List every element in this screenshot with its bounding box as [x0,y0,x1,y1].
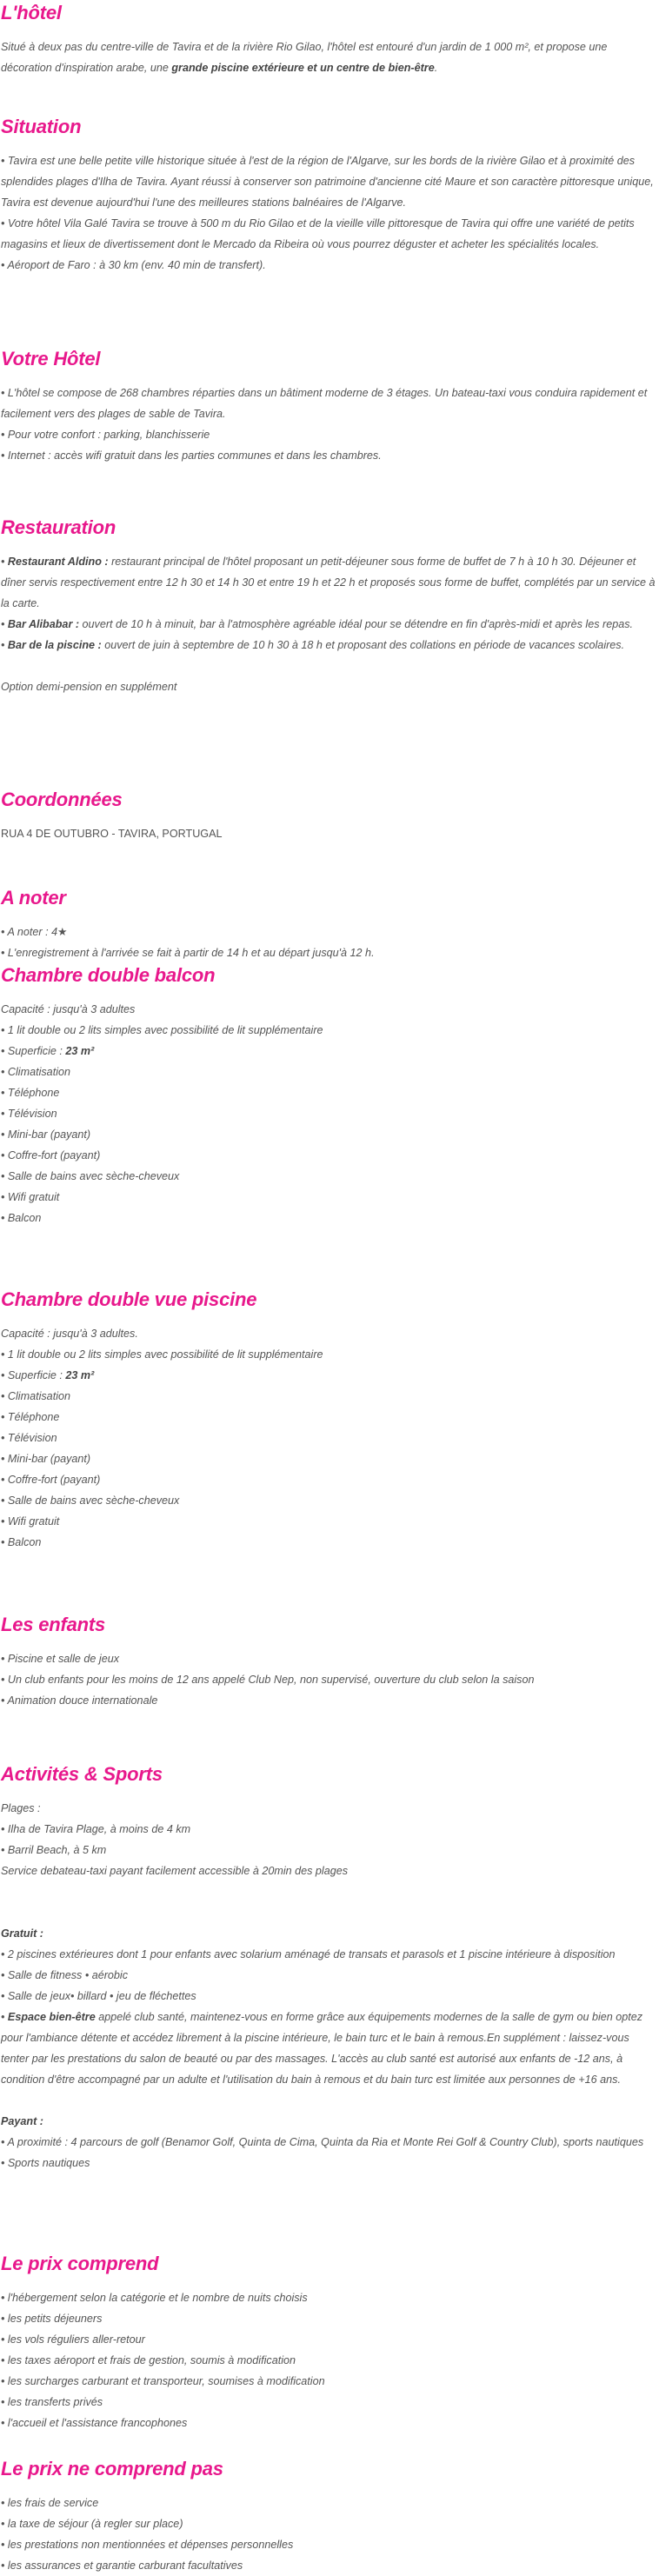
text-span: • A proximité : 4 parcours de golf (Benamor Golf, Quinta de Cima, Quinta da Ria et Monte Rei Golf & Country Club), sports nautiques [1,2136,644,2148]
section-coordonnees [1,787,657,844]
text-line [1,2371,657,2392]
text-line [1,2153,657,2173]
text-line [1,2287,657,2308]
text-line [1,1208,657,1228]
blank-line [1,656,657,676]
bold-text: Espace bien-être [7,2011,96,2023]
bold-text: Payant : [1,2115,43,2127]
section-body [1,1798,657,2173]
text-span: • Pour votre confort : parking, blanchisserie [1,429,210,441]
text-line [1,1490,657,1511]
section-body [1,2287,657,2433]
section-le-prix-comprend [1,2251,657,2433]
section-chambre-double-balcon [1,962,657,1228]
text-line [1,2308,657,2329]
text-line [1,2493,657,2513]
text-line [1,213,657,255]
section-body [1,1648,657,1711]
text-span: • L'enregistrement à l'arrivée se fait à partir de 14 h et au départ jusqu'à 12 h. [1,947,375,959]
text-span: • Barril Beach, à 5 km [1,1844,107,1856]
text-span: • L'hôtel se compose de 268 chambres réparties dans un bâtiment moderne de 3 étages. Un bateau-taxi vous conduira rapidement et facilement vers des plages de sable de Tavira. [1,387,648,420]
text-line [1,2513,657,2534]
text-span: • Salle de fitness • aérobic [1,1969,129,1981]
section-votre-hotel [1,346,657,466]
text-span: • Salle de bains avec sèche-cheveux [1,1170,180,1182]
text-line [1,1145,657,1166]
text-span: • les vols réguliers aller-retour [1,2333,145,2346]
text-line [1,1166,657,1187]
bold-text: Bar de la piscine : [7,639,102,651]
bold-text: grande piscine extérieure et un centre de bien-être [171,62,435,74]
text-span: • [1,2011,8,2023]
text-span: • les taxes aéroport et frais de gestion, soumis à modification [1,2354,296,2366]
text-line [1,823,657,844]
blank-line [1,2090,657,2111]
text-line [1,424,657,445]
text-line [1,1986,657,2007]
text-span: • Coffre-fort (payant) [1,1149,101,1162]
text-span: • Aéroport de Faro : à 30 km (env. 40 min de transfert). [1,259,266,271]
text-line [1,1923,657,1944]
text-line [1,1365,657,1386]
section-body [1,2493,657,2576]
bold-text: Restaurant Aldino : [7,556,109,568]
text-span: • 1 lit double ou 2 lits simples avec possibilité de lit supplémentaire [1,1348,323,1361]
text-line [1,37,657,78]
text-line [1,1103,657,1124]
section-chambre-double-vue-piscine [1,1287,657,1553]
text-line [1,551,657,614]
text-span: Plages : [1,1802,41,1814]
text-span: • 1 lit double ou 2 lits simples avec possibilité de lit supplémentaire [1,1024,323,1036]
text-span: ouvert de 10 h à minuit, bar à l'atmosphère agréable idéal pour se détendre en fin d'après-midi et après les repas. [79,618,634,630]
text-span: Capacité : jusqu'à 3 adultes. [1,1328,138,1340]
text-line [1,2350,657,2371]
text-span: • les petits déjeuners [1,2313,103,2325]
section-title: Situation [1,116,82,137]
text-line [1,1041,657,1062]
section-body [1,37,657,78]
text-line [1,2392,657,2413]
section-title: A noter [1,887,66,909]
text-span: • Balcon [1,1212,42,1224]
bold-text: 23 m² [65,1369,95,1381]
bold-text: Bar Alibabar : [7,618,80,630]
section-les-enfants [1,1612,657,1711]
text-span: • Salle de bains avec sèche-cheveux [1,1494,180,1507]
text-span: • Tavira est une belle petite ville historique située à l'est de la région de l'Algarve, sur les bords de la rivière Gilao et à proximité des splendides plages d'Ilha de Tavira. Ayant réussi à conserver son patrimoine d'ancienne cité Maure et son caractère pittoresque unique, Tavira est devenue aujourd'hui l'une des meilleures stations balnéaires de l'Algarve. [1,155,654,209]
text-span: • Ilha de Tavira Plage, à moins de 4 km [1,1823,191,1835]
section-body [1,150,657,276]
text-line [1,1669,657,1690]
text-line [1,1448,657,1469]
text-line [1,255,657,276]
section-le-prix-ne-comprend-pas [1,2456,657,2576]
text-line [1,1062,657,1082]
text-line [1,1819,657,1840]
section-title: Activités & Sports [1,1763,163,1785]
section-title: Le prix comprend [1,2253,159,2274]
text-line [1,1511,657,1532]
text-span: • les prestations non mentionnées et dépenses personnelles [1,2539,294,2551]
text-span: • les assurances et garantie carburant facultatives [1,2559,243,2572]
text-line [1,2534,657,2555]
text-line [1,150,657,213]
text-line [1,1020,657,1041]
blank-line [1,1902,657,1923]
text-span: • Mini-bar (payant) [1,1128,91,1141]
text-line [1,1944,657,1965]
text-line [1,2413,657,2433]
text-line [1,922,657,942]
text-line [1,2111,657,2132]
section-body [1,823,657,844]
text-line [1,1648,657,1669]
text-span: • Téléphone [1,1411,60,1423]
text-span: • Téléphone [1,1087,60,1099]
text-line [1,1386,657,1407]
text-span: ouvert de juin à septembre de 10 h 30 à 18 h et proposant des collations en période de vacances scolaires. [101,639,625,651]
text-span: • Coffre-fort (payant) [1,1474,101,1486]
text-line [1,383,657,424]
text-line [1,2555,657,2576]
section-l-hotel [1,0,657,78]
text-line [1,2007,657,2090]
text-line [1,2329,657,2350]
section-title: L'hôtel [1,2,62,23]
text-span: • l'accueil et l'assistance francophones [1,2417,188,2429]
text-span: • [1,639,8,651]
text-line [1,1428,657,1448]
text-span: • Balcon [1,1536,42,1548]
text-line [1,1323,657,1344]
text-span: • [1,618,8,630]
text-span: • Télévision [1,1108,57,1120]
text-span: • Wifi gratuit [1,1515,60,1528]
text-span: . [434,62,438,74]
section-title: Les enfants [1,1614,106,1635]
section-body [1,551,657,697]
text-span: • Télévision [1,1432,57,1444]
section-body [1,383,657,466]
text-line [1,1690,657,1711]
text-span: • Superficie : [1,1369,66,1381]
text-line [1,614,657,635]
section-title: Chambre double vue piscine [1,1288,257,1310]
text-span: • Animation douce internationale [1,1694,158,1707]
section-restauration [1,515,657,697]
text-line [1,1798,657,1819]
text-span: • Internet : accès wifi gratuit dans les parties communes et dans les chambres. [1,449,382,462]
text-line [1,676,657,697]
section-body [1,1323,657,1553]
text-line [1,445,657,466]
text-line [1,1082,657,1103]
text-line [1,635,657,656]
text-span: • Climatisation [1,1066,70,1078]
section-title: Chambre double balcon [1,964,216,986]
text-line [1,1124,657,1145]
text-span: • Un club enfants pour les moins de 12 ans appelé Club Nep, non supervisé, ouverture du club selon la saison [1,1674,535,1686]
text-line [1,1187,657,1208]
text-span: • Sports nautiques [1,2157,90,2169]
text-span: Situé à deux pas du centre-ville de Tavira et de la rivière Rio Gilao, l'hôtel est entouré d'un jardin de 1 000 m², et propose une décoration d'inspiration arabe, une [1,41,608,74]
text-line [1,1860,657,1881]
text-line [1,1965,657,1986]
section-activites-sports [1,1761,657,2173]
text-span: • les frais de service [1,2497,99,2509]
text-span: • Superficie : [1,1045,66,1057]
section-title: Le prix ne comprend pas [1,2458,223,2479]
text-span: RUA 4 DE OUTUBRO - TAVIRA, PORTUGAL [1,828,223,840]
text-span: restaurant principal de l'hôtel proposant un petit-déjeuner sous forme de buffet de 7 h à 10 h 30. Déjeuner et dîner servis respectivement entre 12 h 30 et 14 h 30 et entre 19 h et 22 h et proposés sous forme de buffet, complétés par un service à la carte. [1,556,656,609]
section-body [1,999,657,1228]
section-body [1,922,657,963]
section-title: Restauration [1,516,116,538]
text-line [1,1840,657,1860]
text-span: • Wifi gratuit [1,1191,60,1203]
section-situation [1,114,657,276]
text-line [1,1344,657,1365]
text-line [1,1469,657,1490]
text-span: • les transferts privés [1,2396,103,2408]
text-line [1,999,657,1020]
section-title: Coordonnées [1,789,123,810]
text-span: Option demi-pension en supplément [1,681,177,693]
section-title: Votre Hôtel [1,348,101,369]
blank-line [1,1881,657,1902]
text-span: • Mini-bar (payant) [1,1453,91,1465]
text-span: appelé club santé, maintenez-vous en forme grâce aux équipements modernes de la salle de gym ou bien optez pour l'ambiance détente et accédez librement à la piscine intérieure, le bain turc et le bain à remous.En supplément : laissez-vous tenter par les prestations du salon de beauté ou par des massages. L'accès au club santé est autorisé aux enfants de -12 ans, à condition d'être accompagné par un adulte et l'utilisation du bain à remous et du bain turc est limitée aux personnes de +16 ans. [1,2011,643,2086]
text-span: • les surcharges carburant et transporteur, soumises à modification [1,2375,325,2387]
text-span: • Piscine et salle de jeux [1,1653,120,1665]
text-line [1,1407,657,1428]
text-span: • l'hébergement selon la catégorie et le nombre de nuits choisis [1,2292,308,2304]
text-line [1,2132,657,2153]
text-line [1,1532,657,1553]
text-span: • Climatisation [1,1390,70,1402]
section-a-noter [1,885,657,963]
text-span: • Votre hôtel Vila Galé Tavira se trouve à 500 m du Rio Gilao et de la vieille ville pittoresque de Tavira qui offre une variété de petits magasins et lieux de divertissement dont le Mercado da Ribeira où vous pourrez déguster et acheter les spécialités locales. [1,217,635,250]
text-span: • la taxe de séjour (à regler sur place) [1,2518,183,2530]
text-span: • [1,556,8,568]
text-span: • 2 piscines extérieures dont 1 pour enfants avec solarium aménagé de transats et parasols et 1 piscine intérieure à disposition [1,1948,616,1960]
text-span: • A noter : 4★ [1,926,68,938]
text-span: • Salle de jeux• billard • jeu de fléchettes [1,1990,196,2002]
text-span: Capacité : jusqu'à 3 adultes [1,1003,136,1015]
bold-text: 23 m² [65,1045,95,1057]
bold-text: Gratuit : [1,1927,43,1940]
text-span: Service debateau-taxi payant facilement accessible à 20min des plages [1,1865,349,1877]
